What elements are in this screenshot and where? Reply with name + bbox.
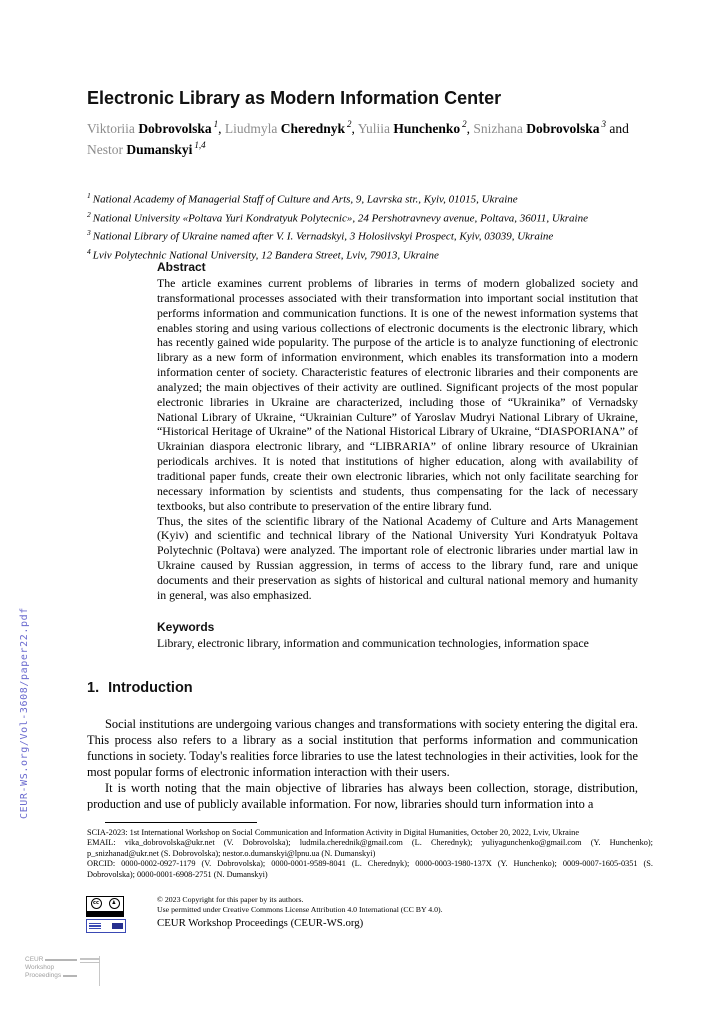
ceur-ws-mini-badge [86,919,126,933]
cc-badge-bar [87,911,123,916]
author: Liudmyla Cherednyk $^2$, [224,119,358,136]
ceur-footer-logo [25,956,100,986]
author: Yuliia Hunchenko $^2$, [357,119,474,136]
footnote-workshop: SCIA-2023: 1st International Workshop on Social Communication and Information Activity in Digital Humanities, October 20, 2022, Lviv, Ukraine [87,828,579,837]
copyright-line: © 2023 Copyright for this paper by its authors. [157,895,304,904]
affiliation: $^3$ National Library of Ukraine named after V. I. Vernadskyi, 3 Holosiivskyi Prospect, Kyiv, 03039, Ukraine [87,228,554,243]
author: Snizhana Dobrovolska $^3$ [473,119,607,136]
ceur-mini-mark [112,923,123,929]
by-icon: ♟ [109,898,120,909]
section-label: Introduction [108,680,193,696]
license-badges [86,896,124,933]
cc-icon: cc [91,898,102,909]
abstract-heading: Abstract [157,260,206,274]
ceur-ws-line: CEUR Workshop Proceedings (CEUR-WS.org) [157,916,364,929]
author: Viktoriia Dobrovolska $^1$, [87,119,225,136]
affiliation: $^2$ National University «Poltava Yuri Kondratyuk Polytecnic», 24 Pershotravnevy avenue, Poltava, 36011, Ukraine [87,209,588,225]
logo-rule [45,959,77,961]
author: and Nestor Dumanskyi $^{1,4}$ [87,120,629,157]
section-number: 1. [87,680,100,696]
body-paragraph: It is worth noting that the main objective of libraries has always been collection, storage, distribution, production and use of publicly available information. For now, libraries should turn information into a [87,781,638,812]
paper-title: Electronic Library as Modern Information Center [87,88,502,108]
copyright-block [157,895,577,929]
footnote-email: EMAIL: vika_dobrovolska@ukr.net (V. Dobrovolska); ludmila.cherednik@gmail.com (L. Cherednyk); yuliyagunchenko@gmail.com (Y. Hunchenko); p_snizhanad@ukr.net (S. Dobrovolska); nestor.o.dumanskyi@lpnu.ua (N. Dumanskyi) [87,838,653,858]
ceur-mini-text-lines [89,923,101,930]
cc-badge-icons [87,897,123,909]
abstract-paragraph: Thus, the sites of the scientific library of the National Academy of Culture and Arts Management (Kyiv) and scientific and technical library of the National University Yuri Kondratyuk Poltava Polytechnic (Poltava) were analyzed. The important role of electronic libraries under martial law in Ukraine caused by Russian aggression, in terms of access to the library fund, rare and unique documents and their preservation as sights of historical and cultural national memory and humanity in general, was also emphasized. [157,513,638,602]
affiliation: $^4$ Lviv Polytechnic National University, 12 Bandera Street, Lviv, 79013, Ukraine [87,246,439,262]
abstract-paragraph: The article examines current problems of libraries in terms of modern globalized society and transformational processes associated with their transformation into important social institution that performs information and communication functions. It is one of the newest information systems that enables storing and using various collections of electronic documents is the electronic library, which has recently gained wide popularity. The purpose of the article is to analyze functioning of electronic library as a new form of information environment, which enables its transformation into a modern information center of society. Characteristic features of electronic libraries and their components are analyzed; the main objectives of their activity are outlined. Significant projects of the most popular electronic libraries in Ukraine are characterized, including those of “Ukrainika” of Vernadsky National Library of Ukraine, “Ukrainian Culture” of Yaroslav Mudryi National Library of Ukraine, “Historical Heritage of Ukraine” of the National Historical Library of Ukraine, “DIASPORIANA” of Ukrainian diaspora electronic library, and “LIBRARIA” of online library resource of Ukrainian periodicals archives. It is noted that institutions of higher education, along with availability of traditional paper funds, create their own electronic libraries, which not only facilitate searching for necessary information by scientists and students, thus compensating for the lack of necessary textbooks, but also contribute to preservation of the entire library fund. [157,276,638,513]
license-line: Use permitted under Creative Commons License Attribution 4.0 International (CC BY 4.0). [157,904,443,914]
logo-rule [63,975,77,977]
affiliation: $^1$ National Academy of Managerial Staff of Culture and Arts, 9, Lavrska str., Kyiv, 01015, Ukraine [87,191,518,206]
author-line [87,116,649,158]
introduction-body [87,716,638,813]
body-paragraph: Social institutions are undergoing various changes and transformations with society entering the digital era. This process also refers to a library as a social institution that performs information and communication functions in society. Today's realities force libraries to use the latest technologies in their activities, look for the most popular forms of electronic information interaction with their users. [87,717,638,780]
abstract-section [157,260,638,650]
sidebar-pdf-url: CEUR-WS.org/Vol-3608/paper22.pdf [19,607,30,819]
ceur-footer-logo-text: CEUR Workshop Proceedings [25,956,77,980]
footnote-divider [105,822,257,823]
footnote-orcid: ORCID: 0000-0002-0927-1179 (V. Dobrovolska); 0000-0001-9589-8041 (L. Cherednyk); 0000-0003-1980-137X (Y. Hunchenko); 0009-0007-1605-0351 (S. Dobrovolska); 0000-0001-6908-2751 (N. Dumanskyi) [87,859,653,879]
affiliation-list [87,189,659,263]
ceur-footer-logo-fineprint [80,956,100,963]
section-heading-introduction [87,680,193,696]
footnote-block [87,828,653,880]
keywords-heading: Keywords [157,619,215,634]
cc-by-license-badge [86,896,124,917]
keywords-text: Library, electronic library, information and communication technologies, information space [157,635,589,650]
